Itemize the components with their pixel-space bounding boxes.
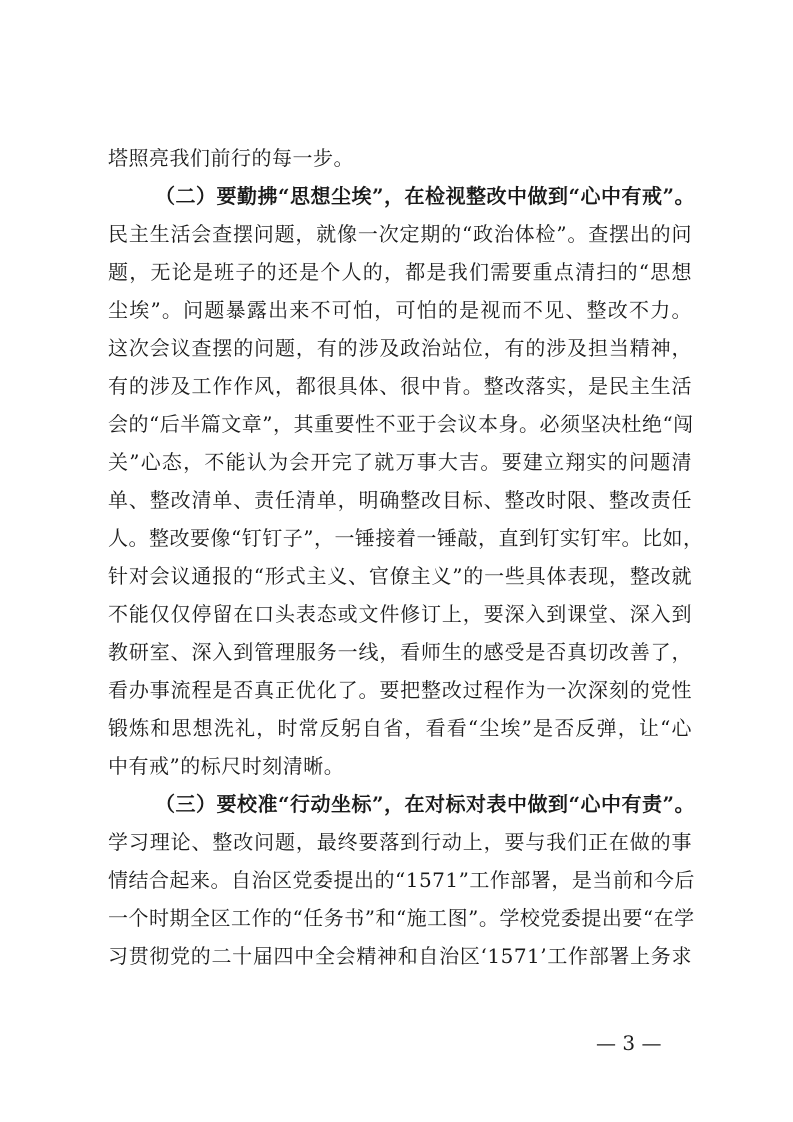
paragraph-line: 关”心态，不能认为会开完了就万事大吉。要建立翔实的问题清: [108, 450, 692, 474]
paragraph-line: 人。整改要像“钉钉子”，一锤接着一锤敲，直到钉实钉牢。比如，: [108, 526, 704, 550]
paragraph-line: 中有戒”的标尺时刻清晰。: [108, 754, 345, 778]
paragraph-line: 针对会议通报的“形式主义、官僚主义”的一些具体表现，整改就: [108, 564, 692, 588]
paragraph-line: 一个时期全区工作的“任务书”和“施工图”。学校党委提出要“在学: [108, 906, 695, 930]
paragraph-line: 民主生活会查摆问题，就像一次定期的“政治体检”。查摆出的问: [108, 222, 692, 246]
section-heading-2: （二）要勤拂“思想尘埃”，在检视整改中做到“心中有戒”。: [155, 184, 696, 208]
paragraph-line: 题，无论是班子的还是个人的，都是我们需要重点清扫的“思想: [108, 260, 692, 284]
paragraph-line: 看办事流程是否真正优化了。要把整改过程作为一次深刻的党性: [108, 678, 692, 702]
paragraph-line: 学习理论、整改问题，最终要落到行动上，要与我们正在做的事: [108, 830, 692, 854]
paragraph-line: 尘埃”。问题暴露出来不可怕，可怕的是视而不见、整改不力。: [108, 298, 692, 322]
paragraph-line: 教研室、深入到管理服务一线，看师生的感受是否真切改善了，: [108, 640, 692, 664]
paragraph-line: 单、整改清单、责任清单，明确整改目标、整改时限、整改责任: [108, 488, 692, 512]
paragraph-line: 这次会议查摆的问题，有的涉及政治站位，有的涉及担当精神，: [108, 336, 692, 360]
paragraph-line: 不能仅仅停留在口头表态或文件修订上，要深入到课堂、深入到: [108, 602, 692, 626]
paragraph-line: 锻炼和思想洗礼，时常反躬自省，看看“尘埃”是否反弹，让“心: [108, 716, 692, 740]
page-number: — 3 —: [596, 1031, 662, 1055]
paragraph-line: 塔照亮我们前行的每一步。: [108, 146, 354, 170]
paragraph-line: 习贯彻党的二十届四中全会精神和自治区‘1571’工作部署上务求: [108, 944, 692, 968]
section-heading-3: （三）要校准“行动坐标”，在对标对表中做到“心中有责”。: [155, 792, 696, 816]
paragraph-line: 会的“后半篇文章”，其重要性不亚于会议本身。必须坚决杜绝“闯: [108, 412, 694, 436]
paragraph-line: 有的涉及工作作风，都很具体、很中肯。整改落实，是民主生活: [108, 374, 692, 398]
paragraph-line: 情结合起来。自治区党委提出的“1571”工作部署，是当前和今后: [108, 868, 695, 892]
